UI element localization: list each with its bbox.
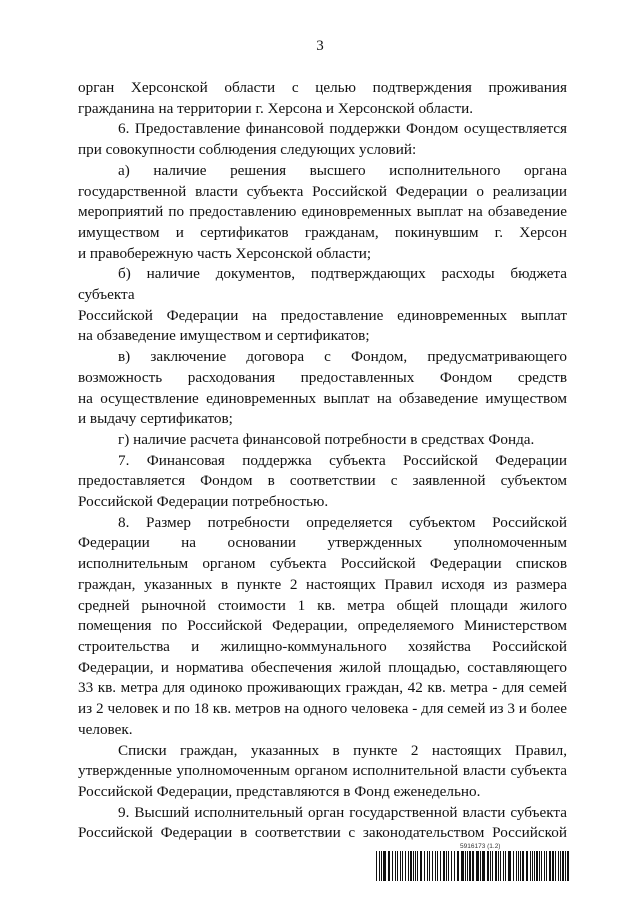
text-line: человек. (78, 720, 133, 738)
text-line: имуществом и сертификатов гражданам, покинувшим г. Херсон (78, 223, 567, 241)
text-line: и выдачу сертификатов; (78, 410, 233, 428)
text-line: на осуществление единовременных выплат на обзаведение имуществом (78, 389, 567, 407)
text-line: орган Херсонской области с целью подтверждения проживания (78, 79, 567, 96)
text-line: на обзаведение имуществом и сертификатов; (78, 327, 370, 345)
text-line: 8. Размер потребности определяется субъектом Российской (118, 513, 567, 531)
text-line: помещения по Российской Федерации, определяемого Министерством (78, 617, 567, 635)
text-line: государственной власти субъекта Российской Федерации о реализации (78, 182, 567, 200)
text-line: б) наличие документов, подтверждающих расходы бюджета субъекта (78, 265, 567, 304)
text-line: мероприятий по предоставлению единовременных выплат на обзаведение (78, 203, 567, 221)
text-line: 9. Высший исполнительный орган государственной власти субъекта (118, 803, 567, 821)
text-line: исполнительным органом субъекта Российской Федерации списков (78, 555, 567, 573)
document-body (78, 78, 567, 844)
barcode-graphic (376, 851, 570, 881)
text-line: и правобережную часть Херсонской области; (78, 244, 372, 262)
text-line: а) наличие решения высшего исполнительного органа (118, 161, 567, 179)
text-line: предоставляется Фондом в соответствии с заявленной субъектом (78, 472, 567, 490)
text-line: утвержденные уполномоченным органом исполнительной власти субъекта (78, 762, 567, 780)
text-line: в) заключение договора с Фондом, предусматривающего (118, 348, 567, 366)
text-line: Федерации, и норматива обеспечения жилой площадью, составляющего (78, 658, 567, 676)
text-line: 7. Финансовая поддержка субъекта Российской Федерации (118, 451, 567, 469)
text-line: Российской Федерации потребностью. (78, 493, 329, 511)
text-line: 6. Предоставление финансовой поддержки Фондом осуществляется (118, 120, 567, 138)
text-line: г) наличие расчета финансовой потребности в средствах Фонда. (118, 430, 535, 448)
text-line: гражданина на территории г. Херсона и Херсонской области. (78, 99, 474, 117)
text-line: граждан, указанных в пункте 2 настоящих Правил исходя из размера (78, 575, 567, 593)
text-line: Российской Федерации, представляются в Фонд еженедельно. (78, 782, 481, 800)
text-line: строительства и жилищно-коммунального хозяйства Российской (78, 637, 567, 655)
text-line: Списки граждан, указанных в пункте 2 настоящих Правил, (118, 741, 567, 759)
text-line: Федерации на основании утвержденных уполномоченным (78, 534, 567, 552)
page-number: 3 (316, 38, 324, 54)
text-line: Российской Федерации на предоставление единовременных выплат (78, 306, 567, 324)
text-line: возможность расходования предоставленных Фондом средств (78, 368, 567, 386)
text-line: 33 кв. метра для одиноко проживающих граждан, 42 кв. метра - для семей (78, 679, 567, 697)
text-line: при совокупности соблюдения следующих условий: (78, 141, 417, 159)
barcode-image (376, 851, 570, 881)
text-line: из 2 человек и по 18 кв. метров на одного человека - для семей из 3 и более (78, 700, 567, 718)
text-line: средней рыночной стоимости 1 кв. метра общей площади жилого (78, 596, 567, 614)
document-code: 5916173 (1.2) (460, 843, 501, 850)
text-line: Российской Федерации в соответствии с законодательством Российской (78, 824, 567, 842)
